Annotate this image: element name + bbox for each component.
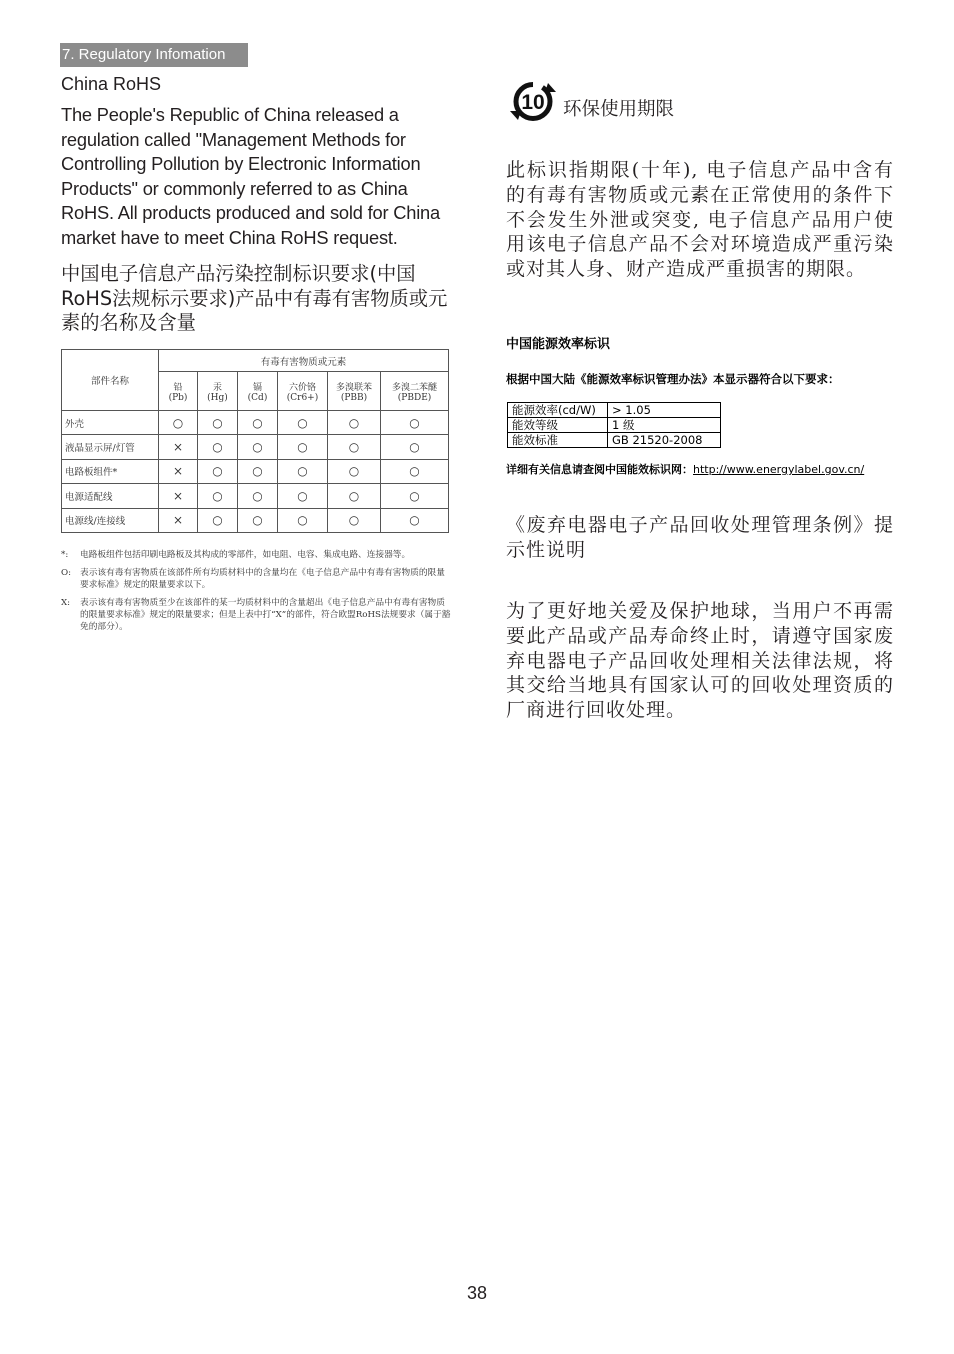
substance-status-cell: ○ <box>198 459 238 483</box>
energy-label-info <box>506 462 864 478</box>
substance-name: 六价铬 <box>288 382 316 393</box>
substance-status-cell: ○ <box>278 484 328 508</box>
note-item <box>61 567 451 591</box>
substance-symbol: (PBB) <box>340 392 368 403</box>
note-text: 表示该有毒有害物质在该部件所有均质材料中的含量均在《电子信息产品中有毒有害物质的限量要求标准》规定的限量要求以下。 <box>80 568 445 590</box>
weee-title: 《废弃电器电子产品回收处理管理条例》提示性说明 <box>506 514 894 561</box>
substance-status-cell: ○ <box>381 508 449 532</box>
substance-status-cell: ○ <box>238 435 278 459</box>
table-row <box>62 508 449 532</box>
substance-name: 镉 <box>252 382 262 393</box>
part-name-cell: 电源适配线 <box>62 484 159 508</box>
substance-group-header: 有毒有害物质或元素 <box>159 350 449 372</box>
substance-column-header <box>159 372 198 411</box>
substance-symbol: (Pb) <box>168 392 188 403</box>
substance-status-cell: × <box>159 484 198 508</box>
substance-status-cell: ○ <box>238 411 278 435</box>
part-name-header: 部件名称 <box>62 350 159 411</box>
environment-friendly-use-period-logo <box>506 78 560 125</box>
substance-status-cell: ○ <box>198 508 238 532</box>
part-name-cell: 外壳 <box>62 411 159 435</box>
substance-status-cell: ○ <box>328 411 381 435</box>
epup-description: 此标识指期限(十年), 电子信息产品中含有的有毒有害物质或元素在正常使用的条件下不会发生外泄或突变, 电子信息产品用户使用该电子信息产品不会对环境造成严重污染或对其人身、财产造成严重损害的期限。 <box>506 159 894 281</box>
energy-label-title: 中国能源效率标识 <box>506 337 611 352</box>
substance-status-cell: ○ <box>381 411 449 435</box>
energy-info-text: 详细有关信息请查阅中国能效标识网： <box>506 463 693 476</box>
substance-status-cell: ○ <box>159 411 198 435</box>
energy-row-value: GB 21520-2008 <box>608 433 721 448</box>
section-tab: 7. Regulatory Infomation <box>60 43 248 67</box>
weee-paragraph: 为了更好地关爱及保护地球，当用户不再需要此产品或产品寿命终止时，请遵守国家废弃电器电子产品回收处理相关法律法规，将其交给当地具有国家认可的回收处理资质的厂商进行回收处理。 <box>506 600 894 722</box>
substance-name: 汞 <box>212 382 222 393</box>
substance-status-cell: ○ <box>328 459 381 483</box>
table-row <box>62 435 449 459</box>
page-number: 38 <box>466 1283 488 1303</box>
substance-status-cell: ○ <box>238 484 278 508</box>
substance-status-cell: ○ <box>198 411 238 435</box>
substance-status-cell: ○ <box>381 435 449 459</box>
substance-name: 多溴二苯醚 <box>392 382 438 393</box>
part-name-cell: 电源线/连接线 <box>62 508 159 532</box>
substance-status-cell: ○ <box>381 459 449 483</box>
substance-status-cell: ○ <box>328 508 381 532</box>
energy-row-label: 能效等级 <box>508 418 608 433</box>
energy-row-label: 能源效率(cd/W) <box>508 403 608 418</box>
note-mark: X: <box>61 598 71 608</box>
substance-status-cell: ○ <box>278 435 328 459</box>
substance-column-header <box>238 372 278 411</box>
substance-symbol: (Hg) <box>207 392 228 403</box>
part-name-cell: 液晶显示屏/灯管 <box>62 435 159 459</box>
substance-symbol: (PBDE) <box>397 392 432 403</box>
substance-symbol: (Cd) <box>247 392 268 403</box>
note-item <box>61 549 451 561</box>
energy-table-row <box>508 418 721 433</box>
substance-status-cell: ○ <box>198 484 238 508</box>
chinese-rohs-heading: 中国电子信息产品污染控制标识要求(中国RoHS法规标示要求)产品中有毒有害物质或元素的名称及含量 <box>61 262 448 335</box>
substance-status-cell: × <box>159 459 198 483</box>
substance-status-cell: × <box>159 508 198 532</box>
note-text: 表示该有毒有害物质至少在该部件的某一均质材料中的含量超出《电子信息产品中有毒有害物质的限量要求标准》规定的限量要求；但是上表中打“X”的部件，符合欧盟RoHS法规要求（属于豁免的部分）。 <box>80 598 451 632</box>
energy-table-row <box>508 433 721 448</box>
substance-status-cell: ○ <box>328 435 381 459</box>
energy-table-row <box>508 403 721 418</box>
substance-status-cell: × <box>159 435 198 459</box>
epup-label: 环保使用期限 <box>563 99 675 120</box>
energy-row-label: 能效标准 <box>508 433 608 448</box>
note-item <box>61 597 451 633</box>
substance-column-header <box>278 372 328 411</box>
note-text: 电路板组件包括印刷电路板及其构成的零部件，如电阻、电容、集成电路、连接器等。 <box>80 550 411 560</box>
note-mark: O: <box>61 568 72 578</box>
substance-symbol: (Cr6+) <box>286 392 319 403</box>
china-rohs-heading: China RoHS <box>61 74 162 94</box>
substance-status-cell: ○ <box>278 459 328 483</box>
hazardous-substance-table <box>61 349 449 533</box>
energy-row-value: 1 级 <box>608 418 721 433</box>
table-row <box>62 411 449 435</box>
part-name-cell: 电路板组件* <box>62 459 159 483</box>
substance-name: 多溴联苯 <box>335 382 372 393</box>
table-notes <box>61 549 451 639</box>
epup-logo-number: 10 <box>521 91 545 114</box>
substance-status-cell: ○ <box>198 435 238 459</box>
substance-column-header <box>198 372 238 411</box>
energy-label-basis: 根据中国大陆《能源效率标识管理办法》本显示器符合以下要求： <box>506 372 840 386</box>
table-row <box>62 484 449 508</box>
substance-status-cell: ○ <box>238 459 278 483</box>
substance-status-cell: ○ <box>278 508 328 532</box>
substance-column-header <box>328 372 381 411</box>
energy-efficiency-table <box>507 402 721 448</box>
substance-status-cell: ○ <box>328 484 381 508</box>
energy-row-value: > 1.05 <box>608 403 721 418</box>
energy-label-url-link[interactable]: http://www.energylabel.gov.cn/ <box>693 463 865 476</box>
table-row <box>62 459 449 483</box>
note-mark: *: <box>61 550 69 560</box>
substance-status-cell: ○ <box>381 484 449 508</box>
substance-name: 铅 <box>173 382 183 393</box>
substance-status-cell: ○ <box>238 508 278 532</box>
intro-paragraph: The People's Republic of China released a regulation called "Management Methods for Controlling Pollution by Electronic Information Products" or commonly referred to as China RoHS. All products produced and sold for China market have to meet China RoHS request. <box>61 104 440 248</box>
substance-status-cell: ○ <box>278 411 328 435</box>
substance-column-header <box>381 372 449 411</box>
